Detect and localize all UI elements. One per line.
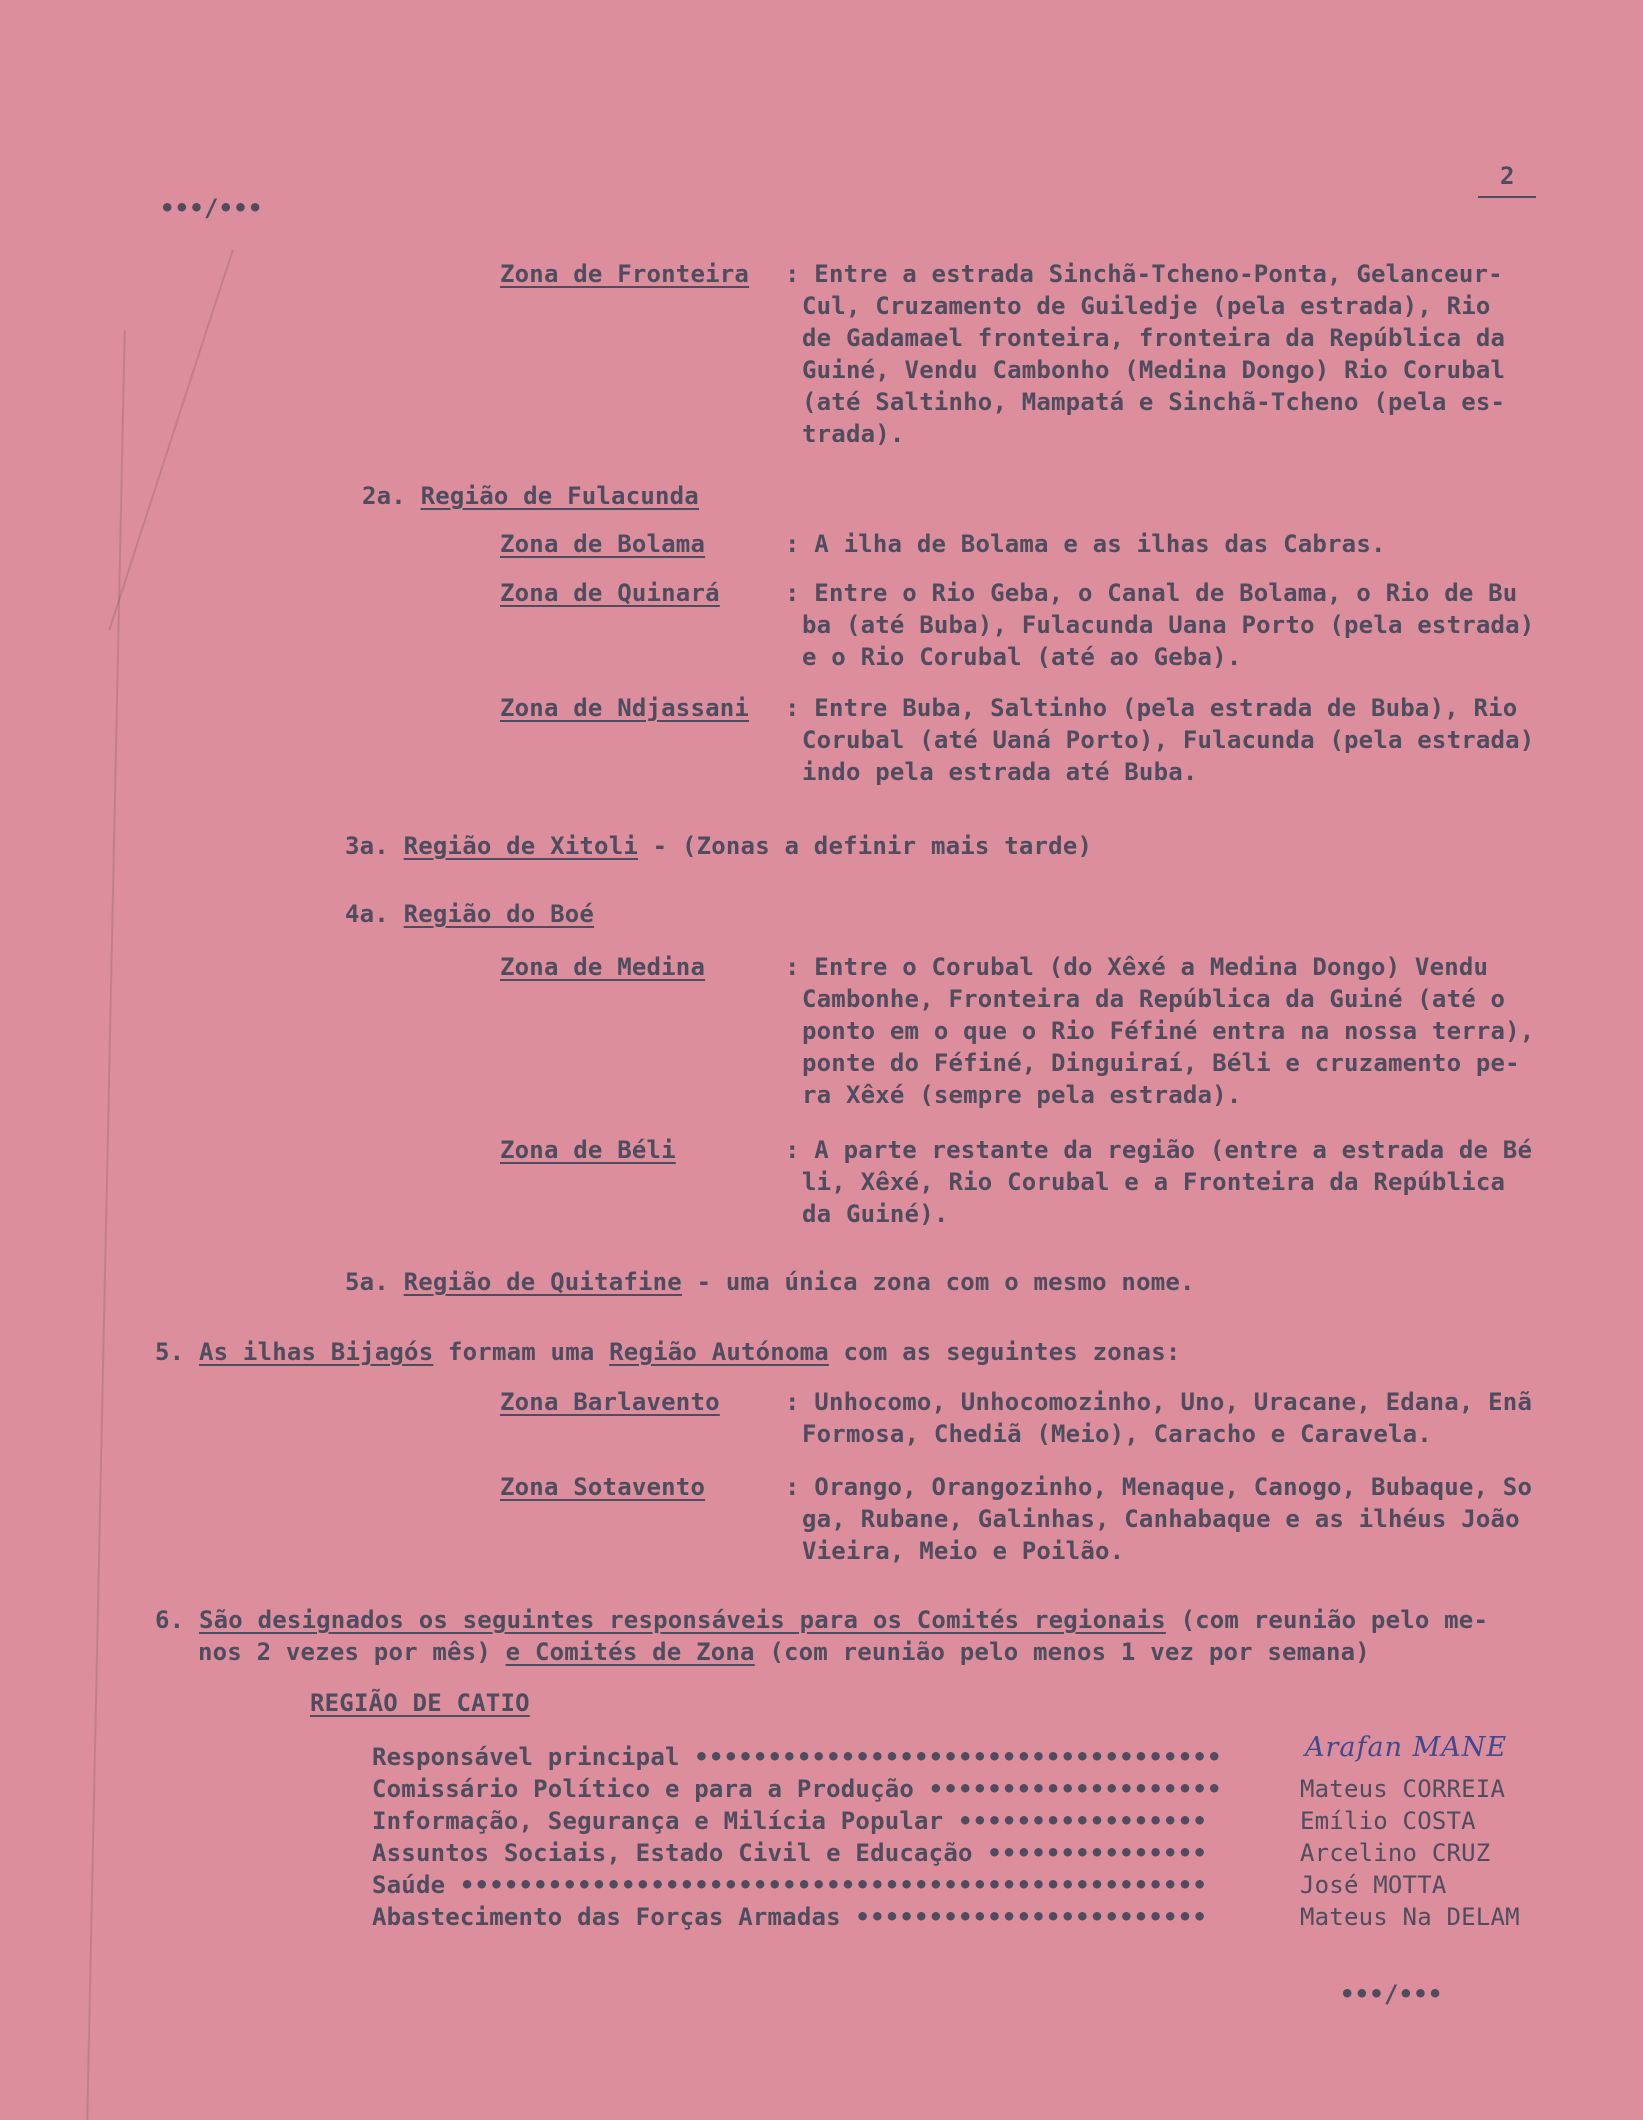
zone-label-bolama: Zona de Bolama <box>500 530 706 558</box>
section-title: Região de Xitoli <box>403 832 638 860</box>
zone-text: : Unhocomo, Unhocomozinho, Uno, Uracane, Edana, Enã <box>785 1388 1533 1416</box>
role-holder-handwritten: Arafan MANE <box>1305 1732 1508 1763</box>
zone-text: ponto em o que o Rio Féfiné entra na nossa terra), <box>802 1017 1535 1045</box>
zone-text: Corubal (até Uaná Porto), Fulacunda (pela estrada) <box>802 726 1535 754</box>
page-number: 2 <box>1500 162 1515 190</box>
zone-label-barlavento: Zona Barlavento <box>500 1388 720 1416</box>
item-title-2: e Comités de Zona <box>505 1638 755 1666</box>
section-note: - uma única zona com o mesmo nome. <box>681 1268 1195 1296</box>
zone-label-ndjassani: Zona de Ndjassani <box>500 694 750 722</box>
zone-text: : Entre a estrada Sinchã-Tcheno-Ponta, Gelanceur- <box>785 260 1503 288</box>
page-number-underline <box>1478 196 1536 198</box>
role-holder: Arcelino CRUZ <box>1300 1839 1491 1867</box>
item-title-2: Região Autónoma <box>609 1338 829 1366</box>
zone-text: : A ilha de Bolama e as ilhas das Cabras. <box>785 530 1386 558</box>
role-holder: Emílio COSTA <box>1300 1807 1476 1835</box>
role-label: Comissário Político e para a Produção •••••••••••••••••••• <box>372 1775 1222 1803</box>
section-heading-xitoli <box>345 830 1092 862</box>
item-text: com as seguintes zonas: <box>828 1338 1181 1366</box>
section-heading-quitafine <box>345 1266 1195 1298</box>
zone-text: : Entre Buba, Saltinho (pela estrada de Buba), Rio <box>785 694 1518 722</box>
section-title: Região do Boé <box>403 900 595 928</box>
zone-text: Guiné, Vendu Cambonho (Medina Dongo) Rio Corubal <box>802 356 1506 384</box>
zone-text: : Entre o Rio Geba, o Canal de Bolama, o Rio de Bu <box>785 579 1518 607</box>
zone-text: da Guiné). <box>802 1200 949 1228</box>
zone-text: (até Saltinho, Mampatá e Sinchã-Tcheno (pela es- <box>802 388 1506 416</box>
zone-text: e o Rio Corubal (até ao Geba). <box>802 643 1242 671</box>
item-text: nos 2 vezes por mês) <box>198 1638 506 1666</box>
zone-text: : Entre o Corubal (do Xêxé a Medina Dongo) Vendu <box>785 953 1489 981</box>
zone-label-medina: Zona de Medina <box>500 953 706 981</box>
zone-text: de Gadamael fronteira, fronteira da República da <box>802 324 1506 352</box>
section-number: 3a. <box>345 832 389 860</box>
item-6-line-2 <box>198 1636 1370 1668</box>
continuation-marker-top: •••/••• <box>160 194 263 222</box>
zone-text: : A parte restante da região (entre a estrada de Bé <box>785 1136 1533 1164</box>
section-heading-fulacunda <box>362 480 699 512</box>
zone-text: Formosa, Chediã (Meio), Caracho e Caravela. <box>802 1420 1432 1448</box>
zone-text: ponte do Féfiné, Dinguiraí, Béli e cruzamento pe- <box>802 1049 1520 1077</box>
zone-text: Cul, Cruzamento de Guiledje (pela estrada), Rio <box>802 292 1491 320</box>
continuation-marker-bottom: •••/••• <box>1340 1980 1443 2008</box>
zone-text: indo pela estrada até Buba. <box>802 758 1198 786</box>
paper-crease <box>108 249 234 630</box>
zone-text: trada). <box>802 420 905 448</box>
role-label: Saúde ••••••••••••••••••••••••••••••••••••••••••••••••••• <box>372 1871 1208 1899</box>
section-number: 2a. <box>362 482 406 510</box>
role-label: Abastecimento das Forças Armadas •••••••••••••••••••••••• <box>372 1903 1208 1931</box>
item-number: 5. <box>155 1338 185 1366</box>
section-note: - (Zonas a definir mais tarde) <box>638 832 1093 860</box>
role-label: Responsável principal •••••••••••••••••••••••••••••••••••• <box>372 1743 1222 1771</box>
zone-text: li, Xêxé, Rio Corubal e a Fronteira da República <box>802 1168 1506 1196</box>
item-5-heading <box>155 1336 1181 1368</box>
item-text: (com reunião pelo menos 1 vez por semana) <box>754 1638 1370 1666</box>
item-title: São designados os seguintes responsáveis para os Comités regionais <box>198 1606 1166 1634</box>
section-number: 5a. <box>345 1268 389 1296</box>
role-label: Assuntos Sociais, Estado Civil e Educação ••••••••••••••• <box>372 1839 1208 1867</box>
zone-text: ra Xêxé (sempre pela estrada). <box>802 1081 1242 1109</box>
section-heading-boe <box>345 898 594 930</box>
zone-label-sotavento: Zona Sotavento <box>500 1473 706 1501</box>
item-text: (com reunião pelo me- <box>1165 1606 1489 1634</box>
region-heading-catio: REGIÃO DE CATIO <box>310 1689 530 1717</box>
zone-text: : Orango, Orangozinho, Menaque, Canogo, Bubaque, So <box>785 1473 1533 1501</box>
item-6-line-1 <box>155 1604 1488 1636</box>
zone-text: Vieira, Meio e Poilão. <box>802 1537 1125 1565</box>
zone-text: Cambonhe, Fronteira da República da Guiné (até o <box>802 985 1506 1013</box>
item-number: 6. <box>155 1606 185 1634</box>
zone-label-fronteira: Zona de Fronteira <box>500 260 750 288</box>
role-holder: Mateus Na DELAM <box>1300 1903 1520 1931</box>
section-title: Região de Quitafine <box>403 1268 682 1296</box>
zone-text: ga, Rubane, Galinhas, Canhabaque e as ilhéus João <box>802 1505 1520 1533</box>
section-number: 4a. <box>345 900 389 928</box>
zone-text: ba (até Buba), Fulacunda Uana Porto (pela estrada) <box>802 611 1535 639</box>
role-holder: José MOTTA <box>1300 1871 1447 1899</box>
role-label: Informação, Segurança e Milícia Popular ••••••••••••••••• <box>372 1807 1208 1835</box>
item-text: formam uma <box>433 1338 610 1366</box>
section-title: Região de Fulacunda <box>420 482 699 510</box>
zone-label-quinara: Zona de Quinará <box>500 579 720 607</box>
item-title: As ilhas Bijagós <box>198 1338 434 1366</box>
zone-label-beli: Zona de Béli <box>500 1136 676 1164</box>
role-holder: Mateus CORREIA <box>1300 1775 1506 1803</box>
